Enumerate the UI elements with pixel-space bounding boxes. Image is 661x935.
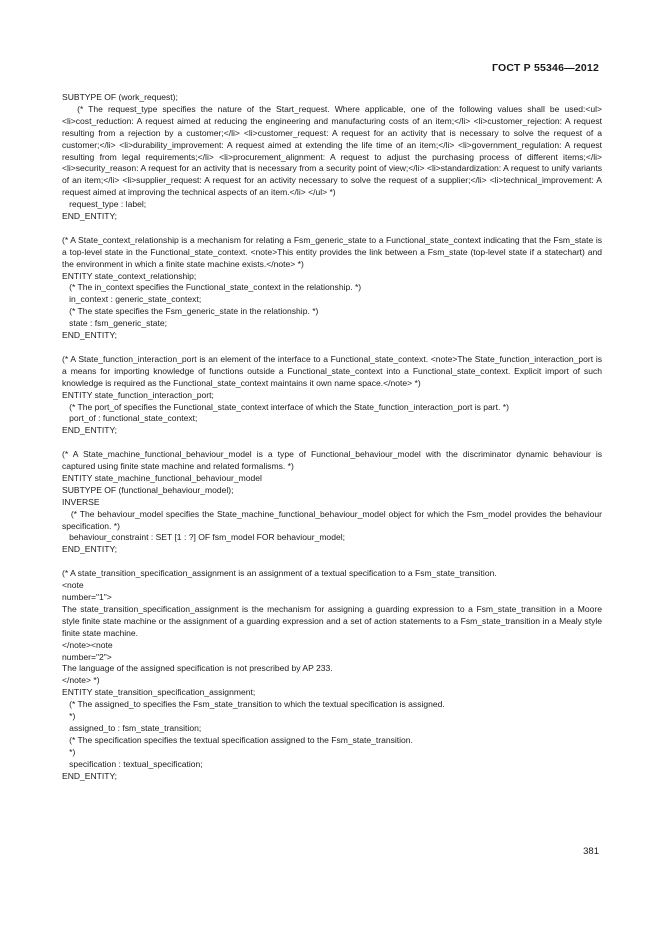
text-line: SUBTYPE OF (functional_behaviour_model); <box>62 484 234 495</box>
text-line: (* A State_context_relationship is a mechanism for relating a Fsm_generic_state to a Functional_state_context indicating that the Fsm_state is a top-level state in the Functional_state_context. <note>This entity provides the link between a Fsm_state (top-level state if a statechart) and the environment in which a finite state machine exists.</note> *) <box>62 234 605 269</box>
blank-line <box>62 437 602 449</box>
text-line: (* The request_type specifies the nature of the Start_request. Where applicable, one of the following values shall be used:<ul><li>cost_reduction: A request aimed at reducing the engineering and manufacturing costs of an item;</li> <li>customer_rejection: A request resulting from a rejection by a customer;</li> <li>customer_request: A request for an activity that is necessary to solve the request of a customer;</li> <li>durability_improvement: A request aimed at extending the life time of an item;</li> <li>government_regulation: A request resulting from legal requirements;</li> <li>procurement_alignment: A request to adjust the purchasing process of different items;</li> <li>security_reason: A request for an activity that is necessary from a security point of view;</li> <li>standardization: A request to unify variants of an item;</li> <li>supplier_request: A request for an activity necessary to solve the request of a supplier;</li> <li>technical_improvement: A request aimed at improving the technical aspects of an item.</li> </ul> *) <box>62 103 605 198</box>
text-line: (* The state specifies the Fsm_generic_state in the relationship. *) <box>62 306 319 317</box>
text-line: <note <box>62 580 84 591</box>
text-line: END_ENTITY; <box>62 770 118 781</box>
text-line: (* The specification specifies the textual specification assigned to the Fsm_state_transition. <box>62 734 413 745</box>
document-id-header: ГОСТ Р 55346—2012 <box>491 62 599 74</box>
text-line: request_type : label; <box>62 199 147 210</box>
text-line: (* A State_machine_functional_behaviour_model is a type of Functional_behaviour_model with the discriminator dynamic behaviour is captured using finite state machine and related formalisms. *) <box>62 449 605 472</box>
text-line: ENTITY state_transition_specification_assignment; <box>62 687 256 698</box>
text-line: *) <box>62 711 76 722</box>
document-body <box>62 92 605 783</box>
text-line: </note><note <box>62 639 113 650</box>
blank-line <box>62 556 602 568</box>
text-line: END_ENTITY; <box>62 544 118 555</box>
text-line: ENTITY state_function_interaction_port; <box>62 389 214 400</box>
text-line: </note> *) <box>62 675 100 686</box>
text-line: END_ENTITY; <box>62 211 118 222</box>
text-line: (* The assigned_to specifies the Fsm_state_transition to which the textual specification is assigned. <box>62 699 445 710</box>
text-line: port_of : functional_state_context; <box>62 413 198 424</box>
text-line: The language of the assigned specification is not prescribed by AP 233. <box>62 663 333 674</box>
text-line: SUBTYPE OF (work_request); <box>62 92 178 102</box>
text-line: specification : textual_specification; <box>62 758 203 769</box>
text-line: state : fsm_generic_state; <box>62 318 167 329</box>
page-number: 381 <box>583 846 599 857</box>
text-line: (* The in_context specifies the Functional_state_context in the relationship. *) <box>62 282 362 293</box>
blank-line <box>62 223 602 235</box>
text-line: END_ENTITY; <box>62 330 118 341</box>
text-line: (* The port_of specifies the Functional_state_context interface of which the State_function_interaction_port is part. *) <box>62 401 509 412</box>
blank-line <box>62 342 602 354</box>
text-line: INVERSE <box>62 496 100 507</box>
text-line: behaviour_constraint : SET [1 : ?] OF fsm_model FOR behaviour_model; <box>62 532 345 543</box>
text-line: ENTITY state_context_relationship; <box>62 270 197 281</box>
text-line: number="1"> <box>62 592 112 602</box>
text-line: END_ENTITY; <box>62 425 118 436</box>
text-line: number="2"> <box>62 651 112 662</box>
text-line: (* A State_function_interaction_port is an element of the interface to a Functional_state_context. <note>The State_function_interaction_port is a means for importing knowledge of functions outside a Functional_state_context into a Functional_state_context. Explicit import of such knowledge is required as the Functional_state_context maintains it own name space.</note> *) <box>62 353 605 388</box>
text-line: (* The behaviour_model specifies the State_machine_functional_behaviour_model object for which the Fsm_model provides the behaviour specification. *) <box>62 508 605 531</box>
text-line: (* A state_transition_specification_assignment is an assignment of a textual specification to a Fsm_state_transition. <box>62 568 497 579</box>
text-line: in_context : generic_state_context; <box>62 294 202 305</box>
text-line: The state_transition_specification_assignment is the mechanism for assigning a guarding expression to a Fsm_state_transition in a Moore style finite state machine or the assignment of a guarding expression and a set of action statements to a Fsm_state_transition in a Mealy style finite state machine. <box>62 603 605 638</box>
text-line: *) <box>62 746 76 757</box>
text-line: assigned_to : fsm_state_transition; <box>62 722 202 733</box>
text-line: ENTITY state_machine_functional_behaviour_model <box>62 472 262 483</box>
